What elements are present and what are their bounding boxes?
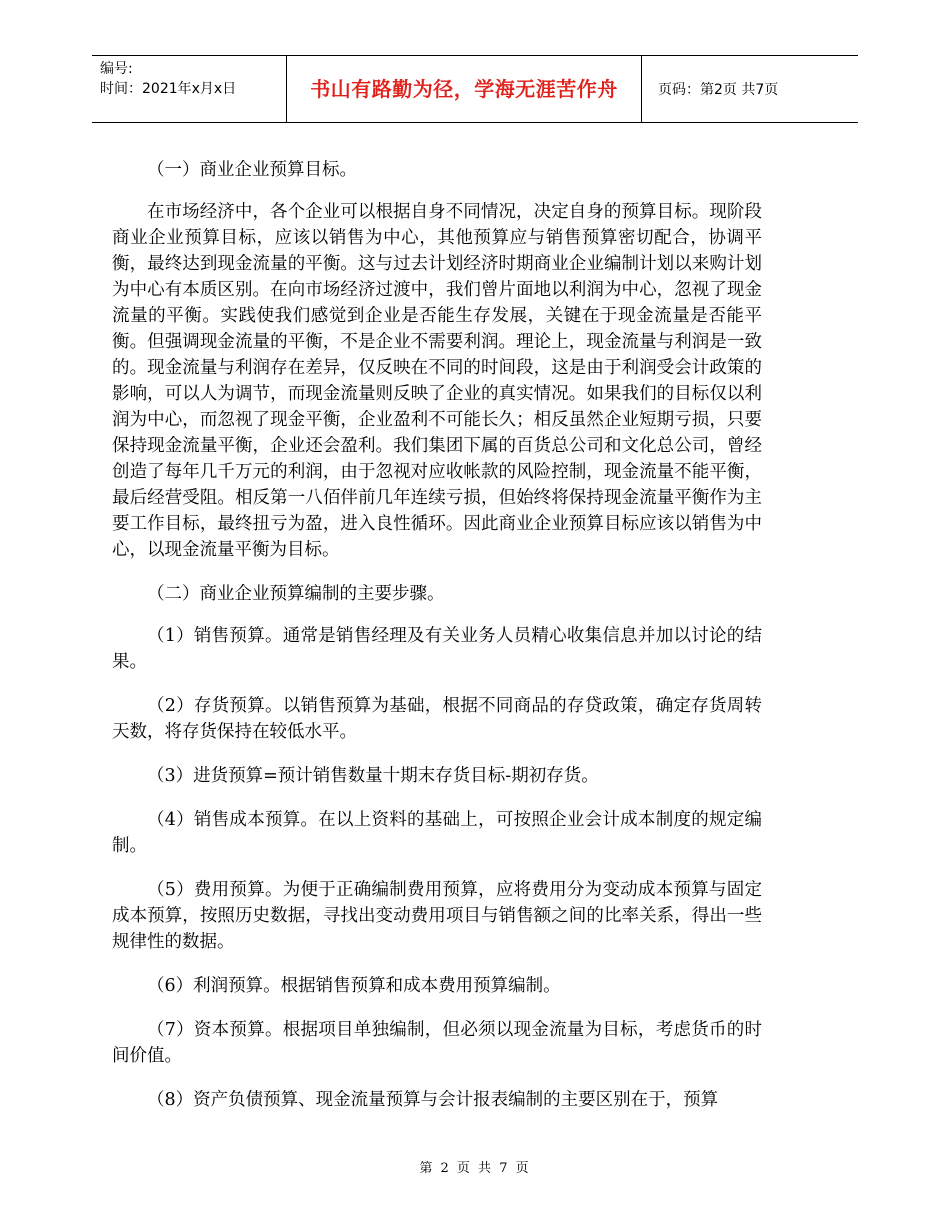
document-time-label: 时间：2021年x月x日 [100, 81, 237, 97]
step-paragraph: （4）销售成本预算。在以上资料的基础上，可按照企业会计成本制度的规定编制。 [112, 810, 762, 856]
page-header [92, 55, 858, 123]
header-left [100, 59, 236, 99]
section-heading-1: （一）商业企业预算目标。 [147, 160, 357, 180]
body-paragraph: 在市场经济中，各个企业可以根据自身不同情况，决定自身的预算目标。现阶段商业企业预算目标，应该以销售为中心，其他预算应与销售预算密切配合，协调平衡，最终达到现金流量的平衡。这与过去计划经济时期商业企业编制计划以来购计划为中心有本质区别。在向市场经济过渡中，我们曾片面地以利润为中心，忽视了现金流量的平衡。实践使我们感觉到企业是否能生存发展，关键在于现金流量是否能平衡。但强调现金流量的平衡，不是企业不需要利润。理论上，现金流量与利润是一致的。现金流量与利润存在差异，仅反映在不同的时间段，这是由于利润受会计政策的影响，可以人为调节，而现金流量则反映了企业的真实情况。如果我们的目标仅以利润为中心，而忽视了现金平衡，企业盈利不可能长久；相反虽然企业短期亏损，只要保持现金流量平衡，企业还会盈利。我们集团下属的百货总公司和文化总公司，曾经创造了每年几千万元的利润，由于忽视对应收帐款的风险控制，现金流量不能平衡，最后经营受阻。相反第一八佰伴前几年连续亏损，但始终将保持现金流量平衡作为主要工作目标，最终扭亏为盈，进入良性循环。因此商业企业预算目标应该以销售为中心，以现金流量平衡为目标。 [112, 202, 762, 560]
document-number-label: 编号: [100, 61, 133, 77]
step-paragraph: （1）销售预算。通常是销售经理及有关业务人员精心收集信息并加以讨论的结果。 [112, 626, 762, 672]
header-motto: 书山有路勤为径，学海无涯苦作舟 [310, 77, 618, 101]
document-body [112, 157, 762, 1131]
step-paragraph: （2）存货预算。以销售预算为基础，根据不同商品的存贷政策，确定存货周转天数，将存货保持在较低水平。 [112, 696, 762, 742]
step-paragraph: （3）进货预算=预计销售数量十期末存货目标-期初存货。 [147, 766, 599, 786]
header-page-number: 页码：第2页 共7页 [658, 82, 779, 98]
page-footer: 第 2 页 共 7 页 [419, 1161, 531, 1176]
header-motto-cell [286, 56, 642, 122]
step-paragraph: （6）利润预算。根据销售预算和成本费用预算编制。 [147, 976, 561, 996]
step-paragraph: （8）资产负债预算、现金流量预算与会计报表编制的主要区别在于，预算 [147, 1090, 719, 1110]
step-paragraph: （7）资本预算。根据项目单独编制，但必须以现金流量为目标，考虑货币的时间价值。 [112, 1020, 762, 1066]
section-heading-2: （二）商业企业预算编制的主要步骤。 [147, 584, 445, 604]
step-paragraph: （5）费用预算。为便于正确编制费用预算，应将费用分为变动成本预算与固定成本预算，按照历史数据，寻找出变动费用项目与销售额之间的比率关系，得出一些规律性的数据。 [112, 880, 762, 952]
